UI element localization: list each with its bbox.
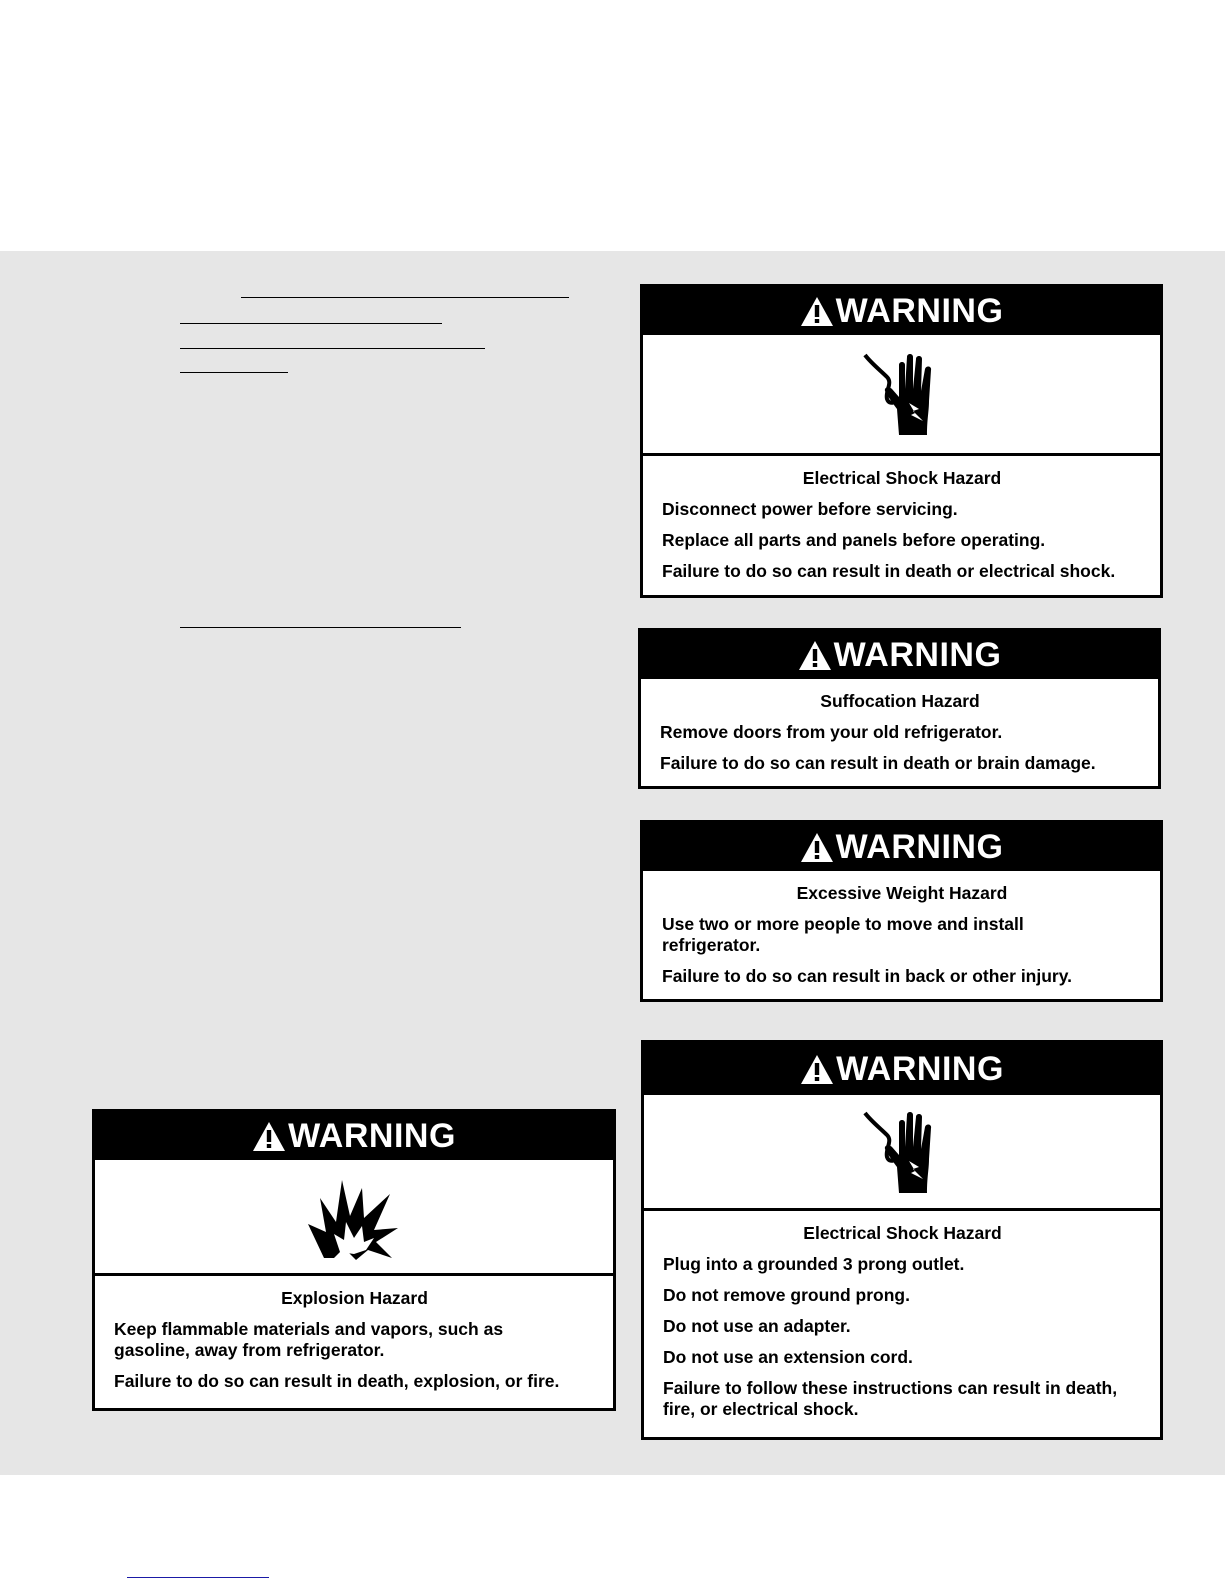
warning-box-explosion [92,1109,616,1411]
warning-line: Failure to follow these instructions can result in death, fire, or electrical shock. [663,1378,1118,1419]
warning-line: Keep flammable materials and vapors, such as gasoline, away from refrigerator. [114,1319,504,1360]
warning-triangle-icon [800,296,834,327]
warning-triangle-icon [800,832,834,863]
warning-body [95,1276,613,1400]
warning-header-label: WARNING [833,635,1002,674]
underline-3 [180,348,485,349]
warning-line: Disconnect power before servicing. [662,499,958,519]
electrical-shock-hand-icon [857,1109,947,1195]
hazard-title: Excessive Weight Hazard [796,883,1008,903]
explosion-icon [306,1172,402,1262]
warning-body [643,871,1160,995]
underline-4 [180,372,288,373]
underline-1 [241,297,569,298]
warning-header [644,1043,1160,1095]
warning-body [643,456,1160,590]
hazard-title: Explosion Hazard [281,1288,428,1308]
warning-header [95,1112,613,1160]
hazard-icon-area [643,335,1160,456]
warning-body [644,1211,1160,1428]
warning-box-electrical-shock-1 [640,284,1163,598]
warning-header-label: WARNING [835,291,1004,330]
hazard-icon-area [95,1160,613,1276]
warning-line: Failure to do so can result in death or brain damage. [660,753,1096,773]
warning-line: Replace all parts and panels before operating. [662,530,1046,550]
electrical-shock-hand-icon [857,351,947,437]
warning-line: Use two or more people to move and install refrigerator. [662,914,1024,955]
warning-header [641,631,1158,679]
footer-link-underline[interactable] [127,1577,269,1578]
warning-triangle-icon [252,1121,286,1152]
warning-line: Failure to do so can result in death, explosion, or fire. [114,1371,560,1391]
underline-2 [180,323,442,324]
warning-line: Remove doors from your old refrigerator. [660,722,1003,742]
warning-box-suffocation [638,628,1161,789]
warning-header-label: WARNING [835,827,1004,866]
warning-box-excessive-weight [640,820,1163,1002]
warning-line: Failure to do so can result in back or other injury. [662,966,1073,986]
warning-header-label: WARNING [288,1116,456,1155]
warning-line: Failure to do so can result in death or electrical shock. [662,561,1116,581]
underline-5 [180,627,461,628]
hazard-title: Electrical Shock Hazard [803,1223,1002,1243]
warning-line: Plug into a grounded 3 prong outlet. [663,1254,965,1274]
warning-header [643,823,1160,871]
warning-header [643,287,1160,335]
warning-body [641,679,1158,782]
hazard-title: Electrical Shock Hazard [802,468,1002,488]
warning-box-electrical-shock-2 [641,1040,1163,1440]
hazard-title: Suffocation Hazard [820,691,980,711]
warning-line: Do not use an adapter. [663,1316,851,1336]
warning-triangle-icon [798,640,832,671]
hazard-icon-area [644,1095,1160,1211]
warning-triangle-icon [800,1054,834,1085]
warning-line: Do not use an extension cord. [663,1347,913,1367]
warning-line: Do not remove ground prong. [663,1285,910,1305]
warning-header-label: WARNING [836,1049,1004,1088]
